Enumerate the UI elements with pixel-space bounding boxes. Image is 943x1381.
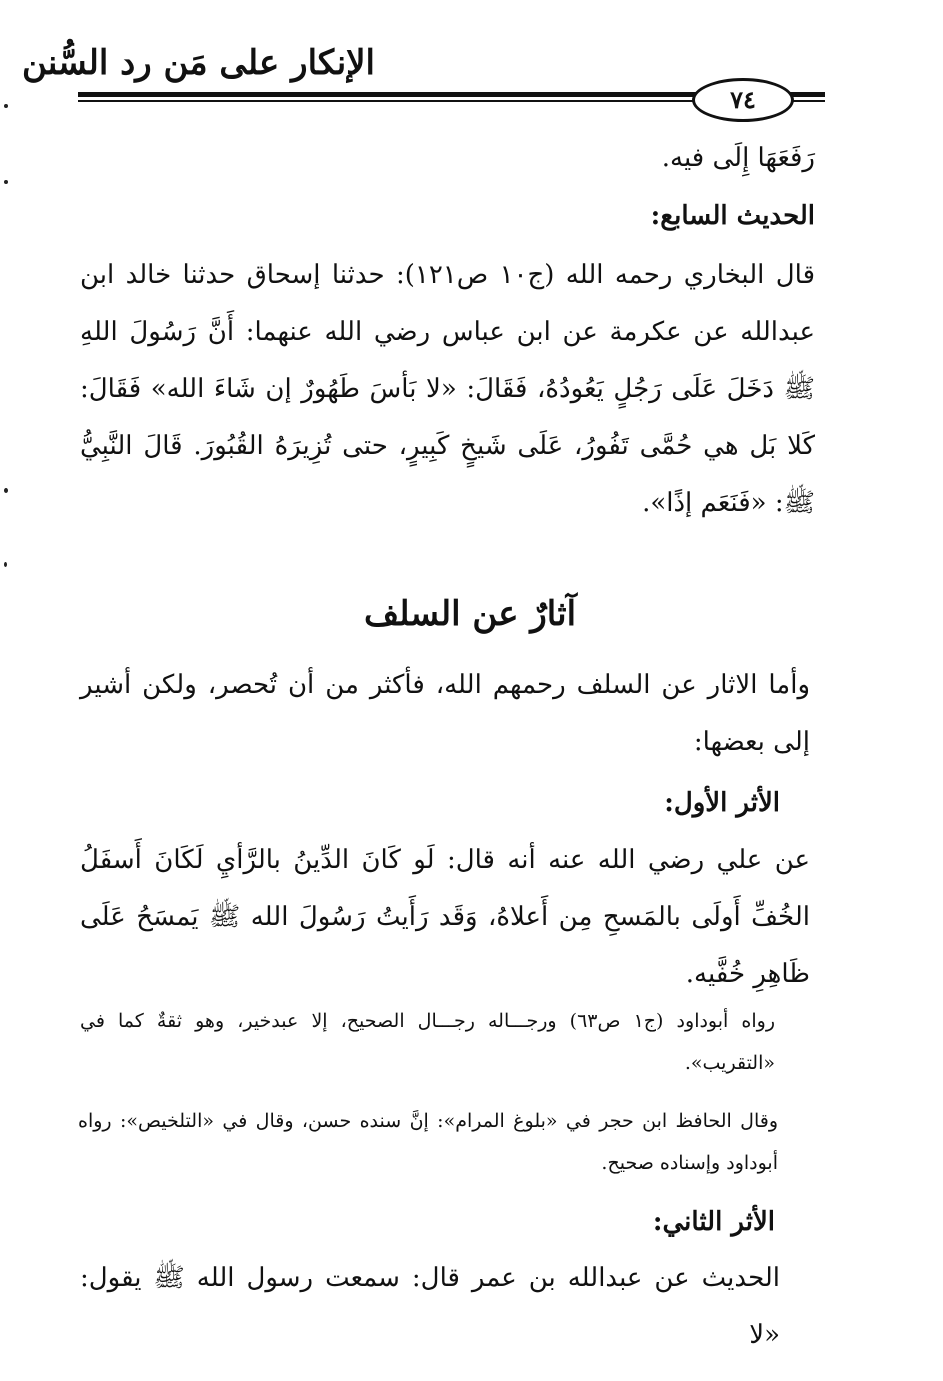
running-title: الإنكار على مَن رد السُّنن xyxy=(21,43,375,83)
intro-paragraph: وأما الاثار عن السلف رحمهم الله، فأكثر من أن تُحصر، ولكن أشير إلى بعضها: xyxy=(80,670,810,757)
takhrij-note-2: وقال الحافظ ابن حجر في «بلوغ المرام»: إنَّ سنده حسن، وقال في «التلخيص»: رواه أبوداود وإسناده صحيح. xyxy=(78,1110,778,1174)
athar-text-2: الحديث عن عبدالله بن عمر قال: سمعت رسول الله ﷺ يقول: «لا xyxy=(80,1263,780,1350)
scan-speck xyxy=(4,488,8,493)
section-title: آثارٌ عن السلف xyxy=(363,594,577,634)
athar-heading-1: الأثر الأول: xyxy=(664,788,780,818)
athar-text-1: عن علي رضي الله عنه أنه قال: لَو كَانَ الدِّينُ بالرَّأيِ لَكَانَ أَسفَلُ الخُفِّ أَولَى بالمَسحِ مِن أَعلاهُ، وَقَد رَأَيتُ رَسُولَ الله ﷺ يَمسَحُ عَلَى ظَاهِرِ خُفَّيه. xyxy=(80,845,810,989)
header-rule-thin xyxy=(78,100,700,102)
header-rule-thick xyxy=(78,92,700,97)
scan-speck xyxy=(4,104,8,108)
continuation-line: رَفَعَهَا إِلَى فيه. xyxy=(661,143,815,173)
athar-heading-2: الأثر الثاني: xyxy=(652,1207,775,1237)
scan-speck xyxy=(4,562,7,567)
takhrij-note-1: رواه أبوداود (ج١ ص٦٣) ورجـــاله رجـــال الصحيح، إلا عبدخير، وهو ثقةٌ كما في «التقريب». xyxy=(80,1010,775,1074)
page-number: ٧٤ xyxy=(730,85,756,114)
page-number-badge xyxy=(692,78,794,122)
hadith-heading: الحديث السابع: xyxy=(650,201,815,231)
scan-speck xyxy=(4,180,8,184)
hadith-text: قال البخاري رحمه الله (ج١٠ ص١٢١): حدثنا إسحاق حدثنا خالد ابن عبدالله عن عكرمة عن ابن عباس رضي الله عنهما: أَنَّ رَسُولَ اللهِ ﷺ دَخَلَ عَلَى رَجُلٍ يَعُودُهُ، فَقَالَ: «لا بَأسَ طَهُورٌ إن شَاءَ الله» فَقَالَ: كَلا بَل هي حُمَّى تَفُورُ، عَلَى شَيخٍ كَبِيرٍ، حتى تُزِيرَهُ القُبُورَ. قَالَ النَّبِيُّ ﷺ: «فَنَعَم إذًا». xyxy=(80,260,815,518)
